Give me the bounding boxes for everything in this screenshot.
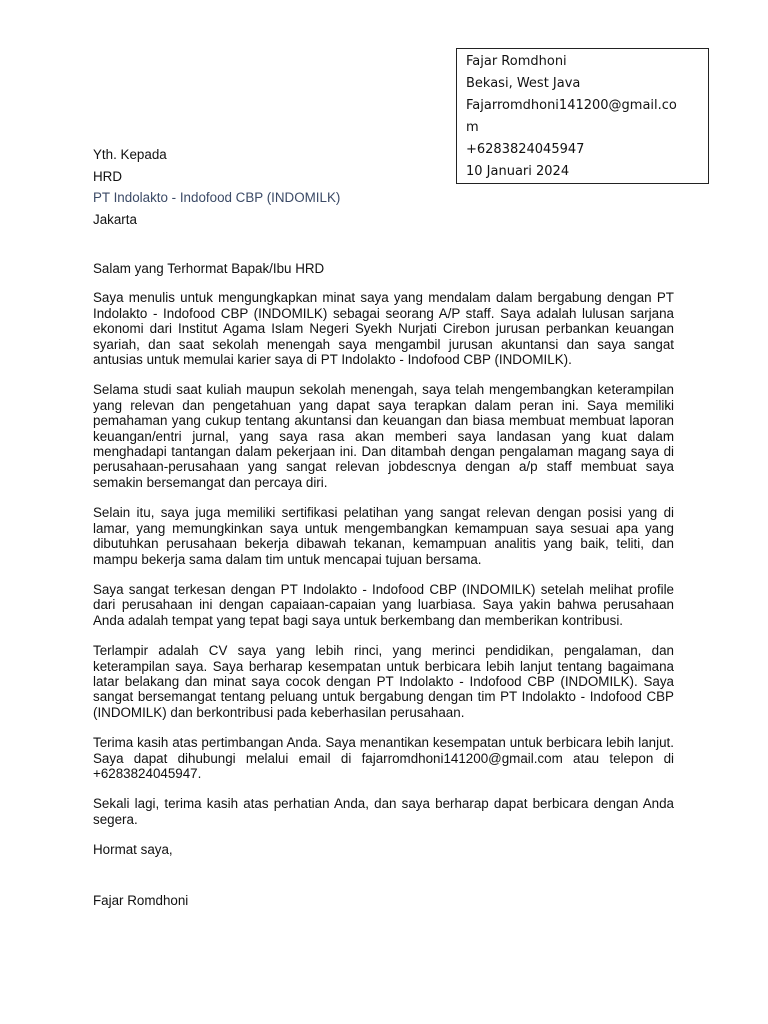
letter-greeting: Salam yang Terhormat Bapak/Ibu HRD: [93, 261, 325, 276]
signature-name: Fajar Romdhoni: [93, 892, 189, 908]
sender-city: Bekasi, West Java: [466, 76, 581, 91]
paragraph-intro: Saya menulis untuk mengungkapkan minat saya yang mendalam dalam bergabung dengan PT Indolakto - Indofood CBP (INDOMILK) sebagai seorang A/P staff. Saya adalah lulusan sarjana ekonomi dari Institut Agama Islam Negeri Syekh Nurjati Cirebon jurusan perbankan keuangan syariah, dan saat sekolah menengah saya mengambil jurusan akuntansi dan saya sangat antusias untuk memulai karier saya di PT Indolakto - Indofood CBP (INDOMILK).: [93, 290, 674, 368]
sender-email-line-1: Fajarromdhoni141200@gmail.co: [466, 98, 677, 113]
paragraph-thanks: Terima kasih atas pertimbangan Anda. Saya menantikan kesempatan untuk berbicara lebih lanjut. Saya dapat dihubungi melalui email di fajarromdhoni141200@gmail.com atau telepon di +6283824045947.: [93, 735, 674, 781]
paragraph-company-impression: Saya sangat terkesan dengan PT Indolakto - Indofood CBP (INDOMILK) setelah melihat profile dari perusahaan ini dengan capaiaan-capaian yang luarbiasa. Saya yakin bahwa perusahaan Anda adalah tempat yang tepat bagi saya untuk berkembang dan memberikan kontribusi.: [93, 581, 674, 628]
recipient-department: HRD: [93, 168, 123, 184]
recipient-company: PT Indolakto - Indofood CBP (INDOMILK): [93, 190, 341, 205]
sender-email-line-2: m: [466, 120, 479, 135]
recipient-city: Jakarta: [93, 211, 137, 227]
letter-body: [93, 261, 674, 908]
sender-name: Fajar Romdhoni: [466, 54, 567, 69]
paragraph-cv-attachment: Terlampir adalah CV saya yang lebih rinci, yang merinci pendidikan, pengalaman, dan keterampilan saya. Saya berharap kesempatan untuk berbicara lebih lanjut tentang bagaimana latar belakang dan minat saya cocok dengan PT Indolakto - Indofood CBP (INDOMILK). Saya sangat bersemangat tentang peluang untuk bergabung dengan tim PT Indolakto - Indofood CBP (INDOMILK) dan berkontribusi pada keberhasilan perusahaan.: [93, 643, 674, 720]
sender-phone: +6283824045947: [466, 142, 585, 157]
recipient-block: [93, 144, 340, 230]
letter-closing: Hormat saya,: [93, 842, 173, 858]
recipient-salutation: Yth. Kepada: [93, 147, 167, 162]
paragraph-certification: Selain itu, saya juga memiliki sertifikasi pelatihan yang sangat relevan dengan posisi yang di lamar, yang memungkinkan saya untuk mengembangkan kemampuan saya sesuai apa yang dibutuhkan perusahaan bekerja dibawah tekanan, kemampuan analitis yang baik, teliti, dan mampu bekerja sama dalam tim untuk mencapai tujuan bersama.: [93, 505, 674, 567]
letter-date: 10 Januari 2024: [466, 164, 570, 179]
paragraph-skills: Selama studi saat kuliah maupun sekolah menengah, saya telah mengembangkan keterampilan yang relevan dan pengetahuan yang dapat saya terapkan dalam peran ini. Saya memiliki pemahaman yang cukup tentang akuntansi dan keuangan dan biasa membuat membuat laporan keuangan/entri jurnal, yang saya rasa akan memberi saya landasan yang kuat dalam menghadapi tantangan dalam pekerjaan ini. Dan ditambah dengan pengalaman magang saya di perusahaan-perusahaan yang sangat relevan jobdescnya dengan a/p staff membuat saya semakin bersemangat dan percaya diri.: [93, 382, 674, 490]
sender-info-box: [456, 48, 709, 184]
paragraph-closing-thanks: Sekali lagi, terima kasih atas perhatian Anda, dan saya berharap dapat berbicara dengan Anda segera.: [93, 796, 674, 827]
